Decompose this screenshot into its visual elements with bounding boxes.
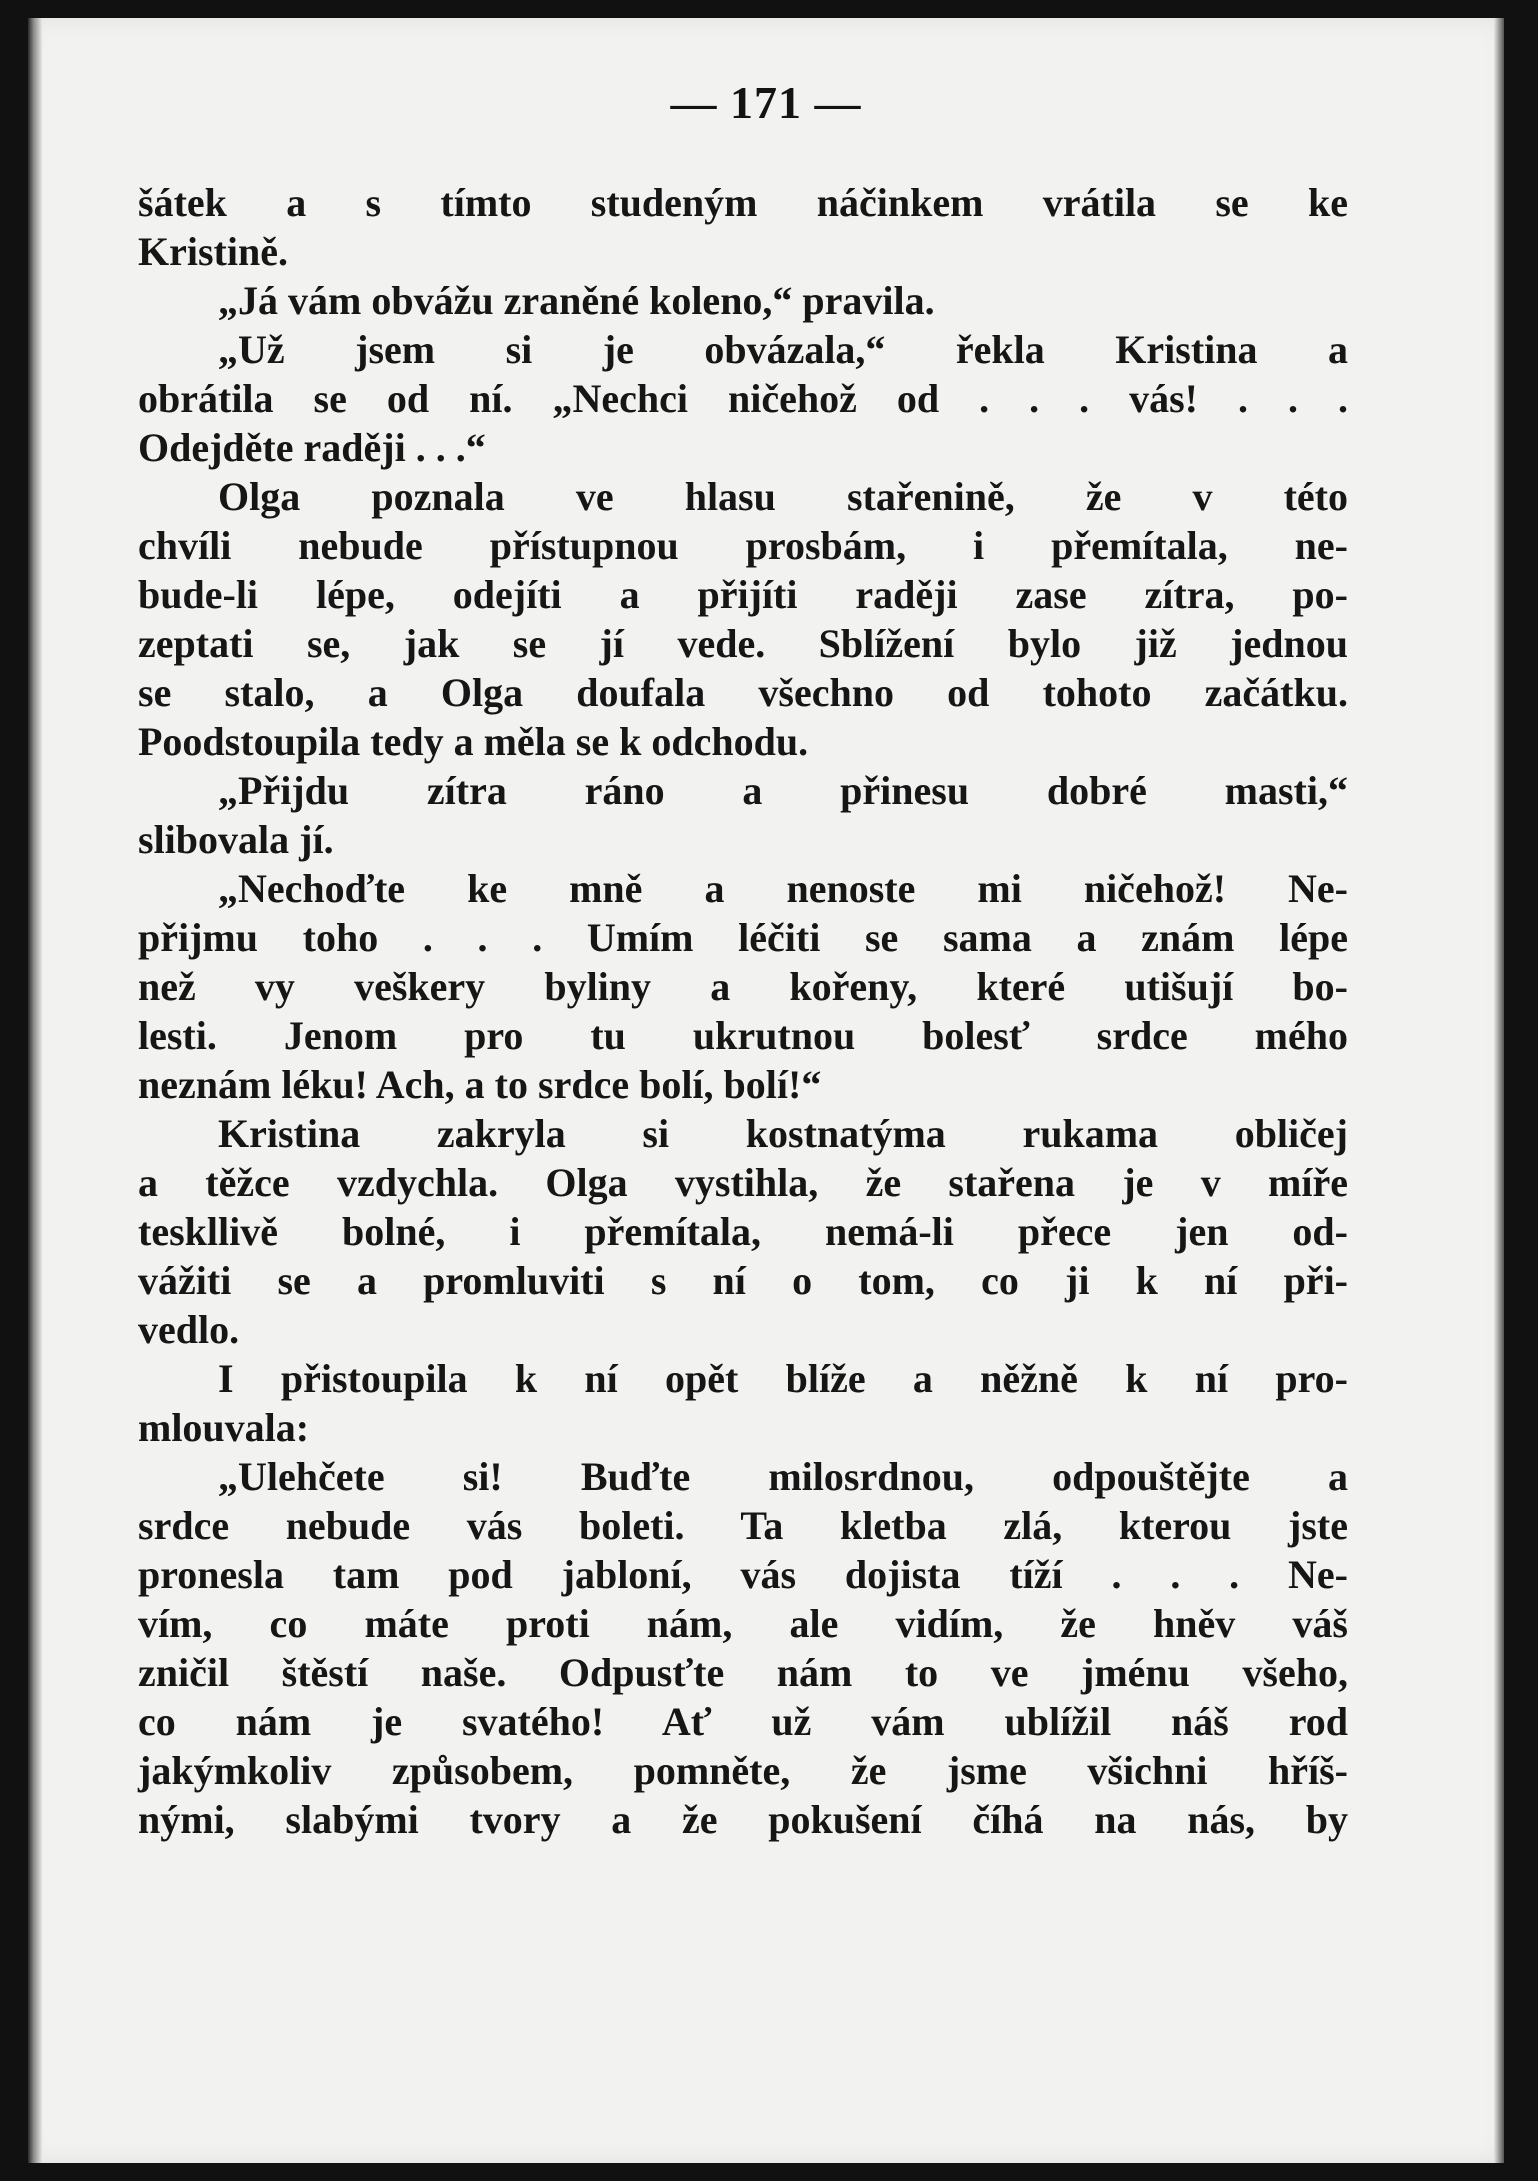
text-line: slibovala jí.	[138, 817, 334, 862]
text-line: Olga poznala ve hlasu stařenině, že v této	[218, 474, 1348, 519]
text-line: bude-li lépe, odejíti a přijíti raději zase zítra, po-	[138, 572, 1348, 617]
text-line: přijmu toho . . . Umím léčiti se sama a znám lépe	[138, 915, 1348, 960]
text-line: „Ulehčete si! Buďte milosrdnou, odpouštějte a	[218, 1454, 1348, 1499]
text-line: „Nechoďte ke mně a nenoste mi ničehož! Ne-	[218, 866, 1348, 911]
page-spine-shadow	[28, 18, 42, 2163]
text-line: „Já vám obvážu zraněné koleno,“ pravila.	[218, 278, 935, 323]
text-line: „Už jsem si je obvázala,“ řekla Kristina a	[218, 327, 1348, 372]
text-line: I přistoupila k ní opět blíže a něžně k ní pro-	[218, 1356, 1348, 1401]
page-edge-shadow	[1494, 18, 1504, 2163]
text-line: Poodstoupila tedy a měla se k odchodu.	[138, 719, 809, 764]
text-line: než vy veškery byliny a kořeny, které utišují bo-	[138, 964, 1348, 1009]
text-line: Kristina zakryla si kostnatýma rukama obličej	[218, 1111, 1348, 1156]
text-line: vím, co máte proti nám, ale vidím, že hněv váš	[138, 1601, 1348, 1646]
text-line: co nám je svatého! Ať už vám ublížil náš rod	[138, 1699, 1348, 1744]
text-line: srdce nebude vás boleti. Ta kletba zlá, kterou jste	[138, 1503, 1348, 1548]
text-line: Kristině.	[138, 229, 288, 274]
text-line: vážiti se a promluviti s ní o tom, co ji k ní při-	[138, 1258, 1348, 1303]
text-line: jakýmkoliv způsobem, pomněte, že jsme všichni hříš-	[138, 1748, 1348, 1793]
page-number: — 171 —	[670, 77, 862, 128]
body-text	[138, 178, 1348, 1844]
text-line: nými, slabými tvory a že pokušení číhá na nás, by	[138, 1797, 1348, 1842]
text-line: zničil štěstí naše. Odpusťte nám to ve jménu všeho,	[138, 1650, 1348, 1695]
text-line: teskllivě bolné, i přemítala, nemá-li přece jen od-	[138, 1209, 1348, 1254]
text-line: a těžce vzdychla. Olga vystihla, že stařena je v míře	[138, 1160, 1348, 1205]
text-line: lesti. Jenom pro tu ukrutnou bolesť srdce mého	[138, 1013, 1348, 1058]
text-line: šátek a s tímto studeným náčinkem vrátila se ke	[138, 180, 1348, 225]
text-line: mlouvala:	[138, 1405, 310, 1450]
text-line: „Přijdu zítra ráno a přinesu dobré masti,“	[218, 768, 1348, 813]
text-line: se stalo, a Olga doufala všechno od tohoto začátku.	[138, 670, 1348, 715]
text-line: obrátila se od ní. „Nechci ničehož od . . . vás! . . .	[138, 376, 1348, 421]
text-line: chvíli nebude přístupnou prosbám, i přemítala, ne-	[138, 523, 1348, 568]
book-page	[28, 18, 1504, 2163]
text-line: pronesla tam pod jabloní, vás dojista tíží . . . Ne-	[138, 1552, 1348, 1597]
text-line: vedlo.	[138, 1307, 240, 1352]
text-line: neznám léku! Ach, a to srdce bolí, bolí!“	[138, 1062, 822, 1107]
text-line: zeptati se, jak se jí vede. Sblížení bylo již jednou	[138, 621, 1348, 666]
text-line: Odejděte raději . . .“	[138, 425, 486, 470]
